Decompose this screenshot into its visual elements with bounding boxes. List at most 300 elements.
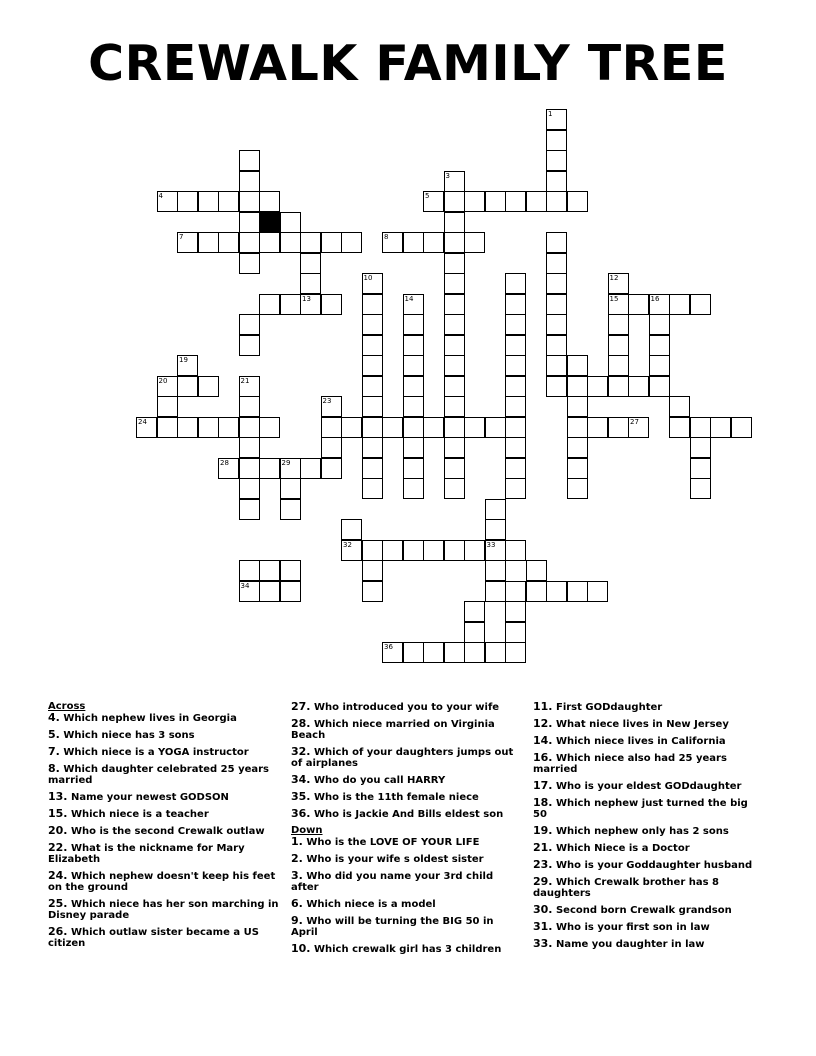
clue-text: Who is your first son in law bbox=[552, 922, 710, 933]
clue-item bbox=[533, 842, 765, 854]
grid-cell[interactable] bbox=[608, 417, 629, 438]
grid-cell[interactable] bbox=[362, 273, 383, 294]
clue-number-label: 36. bbox=[291, 807, 311, 820]
grid-cell[interactable] bbox=[403, 232, 424, 253]
grid-cell[interactable] bbox=[546, 335, 567, 356]
grid-cell[interactable] bbox=[300, 253, 321, 274]
grid-cell[interactable] bbox=[444, 642, 465, 663]
clue-number-label: 8. bbox=[48, 762, 60, 775]
grid-cell[interactable] bbox=[259, 560, 280, 581]
grid-cell[interactable] bbox=[546, 232, 567, 253]
clue-item bbox=[533, 797, 765, 820]
clue-number-label: 33. bbox=[533, 937, 553, 950]
clue-item bbox=[48, 825, 280, 837]
clue-item bbox=[533, 825, 765, 837]
grid-cell[interactable] bbox=[690, 294, 711, 315]
grid-cell[interactable] bbox=[198, 191, 219, 212]
grid-cell[interactable] bbox=[587, 376, 608, 397]
grid-cell[interactable] bbox=[444, 212, 465, 233]
clue-number: 10 bbox=[363, 274, 373, 282]
clue-number-label: 18. bbox=[533, 796, 553, 809]
grid-cell[interactable] bbox=[362, 458, 383, 479]
grid-cell[interactable] bbox=[505, 294, 526, 315]
grid-cell[interactable] bbox=[403, 376, 424, 397]
grid-cell[interactable] bbox=[669, 417, 690, 438]
grid-cell[interactable] bbox=[239, 150, 260, 171]
clue-text: Which nephew lives in Georgia bbox=[59, 713, 237, 724]
grid-cell[interactable] bbox=[608, 355, 629, 376]
grid-cell[interactable] bbox=[259, 232, 280, 253]
grid-cell[interactable] bbox=[403, 417, 424, 438]
grid-cell[interactable] bbox=[362, 581, 383, 602]
grid-cell[interactable] bbox=[157, 417, 178, 438]
grid-cell[interactable] bbox=[280, 294, 301, 315]
grid-cell[interactable] bbox=[280, 581, 301, 602]
grid-cell[interactable] bbox=[444, 273, 465, 294]
clue-item bbox=[48, 746, 280, 758]
grid-cell[interactable] bbox=[485, 540, 506, 561]
clue-item bbox=[291, 870, 523, 893]
grid-cell[interactable] bbox=[239, 396, 260, 417]
grid-cell[interactable] bbox=[608, 294, 629, 315]
grid-cell[interactable] bbox=[444, 540, 465, 561]
grid-cell[interactable] bbox=[444, 478, 465, 499]
grid-cell[interactable] bbox=[546, 191, 567, 212]
grid-cell[interactable] bbox=[341, 519, 362, 540]
grid-cell[interactable] bbox=[546, 314, 567, 335]
grid-cell[interactable] bbox=[464, 642, 485, 663]
clue-text: Which nephew just turned the big 50 bbox=[533, 798, 748, 820]
grid-cell[interactable] bbox=[403, 335, 424, 356]
grid-cell[interactable] bbox=[567, 355, 588, 376]
clue-number: 14 bbox=[404, 294, 414, 303]
grid-cell[interactable] bbox=[280, 458, 301, 479]
grid-cell[interactable] bbox=[444, 253, 465, 274]
clue-item bbox=[533, 904, 765, 916]
grid-cell[interactable] bbox=[259, 294, 280, 315]
grid-cell[interactable] bbox=[403, 294, 424, 315]
clue-number: 23 bbox=[322, 397, 332, 405]
grid-cell[interactable] bbox=[239, 437, 260, 458]
clue-number-label: 4. bbox=[48, 711, 60, 724]
clue-text: Which nephew only has 2 sons bbox=[552, 826, 729, 837]
grid-cell[interactable] bbox=[300, 294, 321, 315]
grid-cell[interactable] bbox=[239, 171, 260, 192]
grid-cell[interactable] bbox=[239, 335, 260, 356]
grid-cell[interactable] bbox=[567, 478, 588, 499]
grid-cell[interactable] bbox=[321, 294, 342, 315]
clue-item bbox=[48, 898, 280, 921]
clue-item bbox=[533, 938, 765, 950]
grid-cell[interactable] bbox=[649, 314, 670, 335]
grid-cell[interactable] bbox=[403, 314, 424, 335]
grid-cell[interactable] bbox=[444, 232, 465, 253]
clue-text: Who is the 11th female niece bbox=[310, 792, 479, 803]
clue-number-label: 25. bbox=[48, 897, 68, 910]
grid-cell[interactable] bbox=[362, 294, 383, 315]
clue-item bbox=[291, 898, 523, 910]
grid-cell[interactable] bbox=[218, 417, 239, 438]
clue-item bbox=[48, 791, 280, 803]
clue-number: 32 bbox=[343, 540, 352, 549]
grid-cell[interactable] bbox=[177, 355, 198, 376]
grid-cell[interactable] bbox=[444, 335, 465, 356]
grid-cell[interactable] bbox=[157, 376, 178, 397]
grid-cell[interactable] bbox=[444, 294, 465, 315]
grid-cell[interactable] bbox=[382, 232, 403, 253]
blocked-cell bbox=[259, 212, 280, 233]
clue-number-label: 34. bbox=[291, 773, 311, 786]
grid-cell[interactable] bbox=[382, 417, 403, 438]
clue-number-label: 16. bbox=[533, 751, 553, 764]
grid-cell[interactable] bbox=[239, 560, 260, 581]
grid-cell[interactable] bbox=[567, 191, 588, 212]
grid-cell[interactable] bbox=[239, 191, 260, 212]
clue-number: 34 bbox=[240, 581, 250, 590]
grid-cell[interactable] bbox=[444, 376, 465, 397]
grid-cell[interactable] bbox=[608, 314, 629, 335]
grid-cell[interactable] bbox=[546, 355, 567, 376]
grid-cell[interactable] bbox=[259, 581, 280, 602]
clue-number: 33 bbox=[486, 540, 496, 549]
clue-number-label: 32. bbox=[291, 745, 311, 758]
clue-number-label: 30. bbox=[533, 903, 553, 916]
grid-cell[interactable] bbox=[546, 294, 567, 315]
grid-cell[interactable] bbox=[505, 376, 526, 397]
grid-cell[interactable] bbox=[505, 417, 526, 438]
clue-item bbox=[48, 712, 280, 724]
clue-number-label: 27. bbox=[291, 700, 311, 713]
grid-cell[interactable] bbox=[444, 437, 465, 458]
grid-cell[interactable] bbox=[485, 417, 506, 438]
clue-text: Who is your eldest GODdaughter bbox=[552, 781, 742, 792]
clue-text: Who will be turning the BIG 50 in April bbox=[291, 916, 494, 938]
grid-cell[interactable] bbox=[464, 191, 485, 212]
grid-cell[interactable] bbox=[403, 642, 424, 663]
grid-cell[interactable] bbox=[505, 478, 526, 499]
clue-item bbox=[291, 791, 523, 803]
grid-cell[interactable] bbox=[362, 335, 383, 356]
clue-number-label: 29. bbox=[533, 875, 553, 888]
clue-number: 19 bbox=[179, 356, 188, 364]
grid-cell[interactable] bbox=[505, 642, 526, 663]
clue-number-label: 28. bbox=[291, 717, 311, 730]
grid-cell[interactable] bbox=[608, 273, 629, 294]
grid-cell[interactable] bbox=[628, 294, 649, 315]
grid-cell[interactable] bbox=[198, 417, 219, 438]
grid-cell[interactable] bbox=[239, 478, 260, 499]
grid-cell[interactable] bbox=[362, 540, 383, 561]
clue-text: Name your newest GODSON bbox=[67, 792, 229, 803]
grid-cell[interactable] bbox=[300, 232, 321, 253]
grid-cell[interactable] bbox=[608, 335, 629, 356]
clue-number-label: 11. bbox=[533, 700, 553, 713]
clue-number-label: 22. bbox=[48, 841, 68, 854]
grid-cell[interactable] bbox=[423, 642, 444, 663]
grid-cell[interactable] bbox=[321, 232, 342, 253]
grid-cell[interactable] bbox=[403, 355, 424, 376]
grid-cell[interactable] bbox=[403, 478, 424, 499]
grid-cell[interactable] bbox=[341, 417, 362, 438]
grid-cell[interactable] bbox=[505, 437, 526, 458]
clue-text: Name you daughter in law bbox=[552, 939, 705, 950]
grid-cell[interactable] bbox=[649, 376, 670, 397]
clue-number: 1 bbox=[548, 110, 553, 118]
grid-cell[interactable] bbox=[423, 232, 444, 253]
grid-cell[interactable] bbox=[567, 437, 588, 458]
down-clue-list bbox=[291, 836, 523, 955]
grid-cell[interactable] bbox=[177, 232, 198, 253]
grid-cell[interactable] bbox=[669, 294, 690, 315]
grid-cell[interactable] bbox=[239, 458, 260, 479]
grid-cell[interactable] bbox=[403, 458, 424, 479]
grid-cell[interactable] bbox=[280, 499, 301, 520]
grid-cell[interactable] bbox=[259, 191, 280, 212]
clue-text: First GODdaughter bbox=[552, 702, 663, 713]
grid-cell[interactable] bbox=[444, 314, 465, 335]
clue-number: 15 bbox=[609, 294, 619, 303]
grid-cell[interactable] bbox=[546, 253, 567, 274]
clue-number-label: 14. bbox=[533, 734, 553, 747]
grid-cell[interactable] bbox=[628, 376, 649, 397]
grid-cell[interactable] bbox=[239, 212, 260, 233]
clue-number: 3 bbox=[445, 171, 450, 180]
grid-cell[interactable] bbox=[567, 417, 588, 438]
clue-item bbox=[291, 943, 523, 955]
grid-cell[interactable] bbox=[546, 150, 567, 171]
grid-cell[interactable] bbox=[464, 232, 485, 253]
grid-cell[interactable] bbox=[177, 417, 198, 438]
clue-item bbox=[48, 842, 280, 865]
grid-cell[interactable] bbox=[362, 355, 383, 376]
grid-cell[interactable] bbox=[362, 417, 383, 438]
grid-cell[interactable] bbox=[444, 171, 465, 192]
grid-cell[interactable] bbox=[403, 396, 424, 417]
grid-cell[interactable] bbox=[218, 232, 239, 253]
grid-cell[interactable] bbox=[280, 560, 301, 581]
grid-cell[interactable] bbox=[239, 232, 260, 253]
clue-item bbox=[533, 780, 765, 792]
clue-item bbox=[533, 752, 765, 775]
grid-cell[interactable] bbox=[546, 581, 567, 602]
down-heading: Down bbox=[291, 825, 323, 836]
grid-cell[interactable] bbox=[403, 437, 424, 458]
grid-cell[interactable] bbox=[567, 376, 588, 397]
clue-number-label: 35. bbox=[291, 790, 311, 803]
grid-cell[interactable] bbox=[505, 314, 526, 335]
grid-cell[interactable] bbox=[505, 540, 526, 561]
grid-cell[interactable] bbox=[567, 581, 588, 602]
grid-cell[interactable] bbox=[362, 560, 383, 581]
grid-cell[interactable] bbox=[546, 109, 567, 130]
grid-cell[interactable] bbox=[280, 232, 301, 253]
clue-number-label: 24. bbox=[48, 869, 68, 882]
clue-column-1 bbox=[48, 701, 280, 954]
grid-cell[interactable] bbox=[321, 396, 342, 417]
clue-number-label: 2. bbox=[291, 852, 303, 865]
grid-cell[interactable] bbox=[259, 458, 280, 479]
grid-cell[interactable] bbox=[198, 376, 219, 397]
grid-cell[interactable] bbox=[218, 191, 239, 212]
grid-cell[interactable] bbox=[341, 540, 362, 561]
grid-cell[interactable] bbox=[485, 519, 506, 540]
clue-number-label: 15. bbox=[48, 807, 68, 820]
grid-cell[interactable] bbox=[546, 273, 567, 294]
grid-cell[interactable] bbox=[649, 335, 670, 356]
clue-item bbox=[291, 718, 523, 741]
grid-cell[interactable] bbox=[505, 601, 526, 622]
grid-cell[interactable] bbox=[649, 294, 670, 315]
across-clue-list bbox=[48, 712, 280, 949]
clue-text: Which Crewalk brother has 8 daughters bbox=[533, 877, 719, 899]
grid-cell[interactable] bbox=[526, 581, 547, 602]
grid-cell[interactable] bbox=[710, 417, 731, 438]
grid-cell[interactable] bbox=[239, 581, 260, 602]
grid-cell[interactable] bbox=[505, 355, 526, 376]
grid-cell[interactable] bbox=[505, 581, 526, 602]
grid-cell[interactable] bbox=[649, 355, 670, 376]
grid-cell[interactable] bbox=[587, 417, 608, 438]
clue-number: 13 bbox=[302, 294, 311, 303]
clue-item bbox=[533, 701, 765, 713]
grid-cell[interactable] bbox=[587, 581, 608, 602]
grid-cell[interactable] bbox=[485, 560, 506, 581]
clue-text: Who is the second Crewalk outlaw bbox=[67, 826, 265, 837]
grid-cell[interactable] bbox=[444, 355, 465, 376]
grid-cell[interactable] bbox=[690, 478, 711, 499]
grid-cell[interactable] bbox=[485, 191, 506, 212]
grid-cell[interactable] bbox=[362, 478, 383, 499]
clue-text: Which outlaw sister became a US citizen bbox=[48, 927, 259, 949]
grid-cell[interactable] bbox=[546, 130, 567, 151]
clue-item bbox=[533, 735, 765, 747]
grid-cell[interactable] bbox=[526, 191, 547, 212]
clue-number-label: 5. bbox=[48, 728, 60, 741]
grid-cell[interactable] bbox=[464, 540, 485, 561]
clue-text: Who introduced you to your wife bbox=[310, 702, 500, 713]
clue-number-label: 17. bbox=[533, 779, 553, 792]
grid-cell[interactable] bbox=[300, 458, 321, 479]
grid-cell[interactable] bbox=[485, 642, 506, 663]
grid-cell[interactable] bbox=[546, 171, 567, 192]
grid-cell[interactable] bbox=[526, 560, 547, 581]
grid-cell[interactable] bbox=[423, 417, 444, 438]
grid-cell[interactable] bbox=[567, 396, 588, 417]
grid-cell[interactable] bbox=[259, 417, 280, 438]
grid-cell[interactable] bbox=[608, 376, 629, 397]
grid-cell[interactable] bbox=[444, 458, 465, 479]
grid-cell[interactable] bbox=[362, 314, 383, 335]
grid-cell[interactable] bbox=[464, 417, 485, 438]
grid-cell[interactable] bbox=[239, 376, 260, 397]
clue-item bbox=[291, 808, 523, 820]
grid-cell[interactable] bbox=[341, 232, 362, 253]
grid-cell[interactable] bbox=[321, 458, 342, 479]
grid-cell[interactable] bbox=[690, 458, 711, 479]
clue-text: Which niece is a YOGA instructor bbox=[59, 747, 249, 758]
grid-cell[interactable] bbox=[505, 458, 526, 479]
grid-cell[interactable] bbox=[382, 642, 403, 663]
clue-number: 36 bbox=[384, 643, 393, 651]
grid-cell[interactable] bbox=[444, 191, 465, 212]
grid-cell[interactable] bbox=[669, 396, 690, 417]
clue-number: 28 bbox=[220, 458, 229, 467]
grid-cell[interactable] bbox=[423, 540, 444, 561]
grid-cell[interactable] bbox=[239, 253, 260, 274]
grid-cell[interactable] bbox=[690, 417, 711, 438]
clue-item bbox=[48, 870, 280, 893]
clue-number: 12 bbox=[609, 274, 619, 282]
clue-text: Which niece lives in California bbox=[552, 736, 726, 747]
grid-cell[interactable] bbox=[321, 437, 342, 458]
grid-cell[interactable] bbox=[423, 191, 444, 212]
grid-cell[interactable] bbox=[280, 212, 301, 233]
grid-cell[interactable] bbox=[464, 601, 485, 622]
clue-number: 8 bbox=[384, 233, 389, 241]
clue-text: Which daughter celebrated 25 years married bbox=[48, 764, 269, 786]
clue-number-label: 9. bbox=[291, 914, 303, 927]
grid-cell[interactable] bbox=[157, 191, 178, 212]
clue-item bbox=[533, 718, 765, 730]
grid-cell[interactable] bbox=[505, 273, 526, 294]
grid-cell[interactable] bbox=[362, 396, 383, 417]
grid-cell[interactable] bbox=[239, 314, 260, 335]
clue-text: Which niece married on Virginia Beach bbox=[291, 719, 495, 741]
grid-cell[interactable] bbox=[505, 191, 526, 212]
clue-text: What niece lives in New Jersey bbox=[552, 719, 729, 730]
clue-text: Which nephew doesn't keep his feet on the ground bbox=[48, 871, 276, 893]
clue-number: 27 bbox=[630, 417, 639, 426]
clue-text: Which Niece is a Doctor bbox=[552, 843, 690, 854]
grid-cell[interactable] bbox=[485, 581, 506, 602]
grid-cell[interactable] bbox=[136, 417, 157, 438]
grid-cell[interactable] bbox=[403, 540, 424, 561]
grid-cell[interactable] bbox=[505, 335, 526, 356]
grid-cell[interactable] bbox=[464, 622, 485, 643]
grid-cell[interactable] bbox=[567, 458, 588, 479]
grid-cell[interactable] bbox=[485, 499, 506, 520]
grid-cell[interactable] bbox=[300, 273, 321, 294]
grid-cell[interactable] bbox=[505, 396, 526, 417]
grid-cell[interactable] bbox=[198, 232, 219, 253]
clue-text: Which crewalk girl has 3 children bbox=[310, 944, 502, 955]
grid-cell[interactable] bbox=[321, 417, 342, 438]
clue-text: Who do you call HARRY bbox=[310, 775, 446, 786]
grid-cell[interactable] bbox=[177, 376, 198, 397]
grid-cell[interactable] bbox=[362, 437, 383, 458]
grid-cell[interactable] bbox=[280, 478, 301, 499]
clue-text: Which niece has her son marching in Disney parade bbox=[48, 899, 279, 921]
grid-cell[interactable] bbox=[218, 458, 239, 479]
grid-cell[interactable] bbox=[362, 376, 383, 397]
grid-cell[interactable] bbox=[546, 376, 567, 397]
grid-cell[interactable] bbox=[382, 540, 403, 561]
clue-item bbox=[291, 836, 523, 848]
clue-item bbox=[48, 763, 280, 786]
grid-cell[interactable] bbox=[628, 417, 649, 438]
grid-cell[interactable] bbox=[177, 191, 198, 212]
grid-cell[interactable] bbox=[239, 417, 260, 438]
grid-cell[interactable] bbox=[444, 396, 465, 417]
grid-cell[interactable] bbox=[239, 499, 260, 520]
clue-number-label: 12. bbox=[533, 717, 553, 730]
grid-cell[interactable] bbox=[731, 417, 752, 438]
clue-number-label: 21. bbox=[533, 841, 553, 854]
grid-cell[interactable] bbox=[157, 396, 178, 417]
grid-cell[interactable] bbox=[444, 417, 465, 438]
grid-cell[interactable] bbox=[505, 622, 526, 643]
grid-cell[interactable] bbox=[690, 437, 711, 458]
